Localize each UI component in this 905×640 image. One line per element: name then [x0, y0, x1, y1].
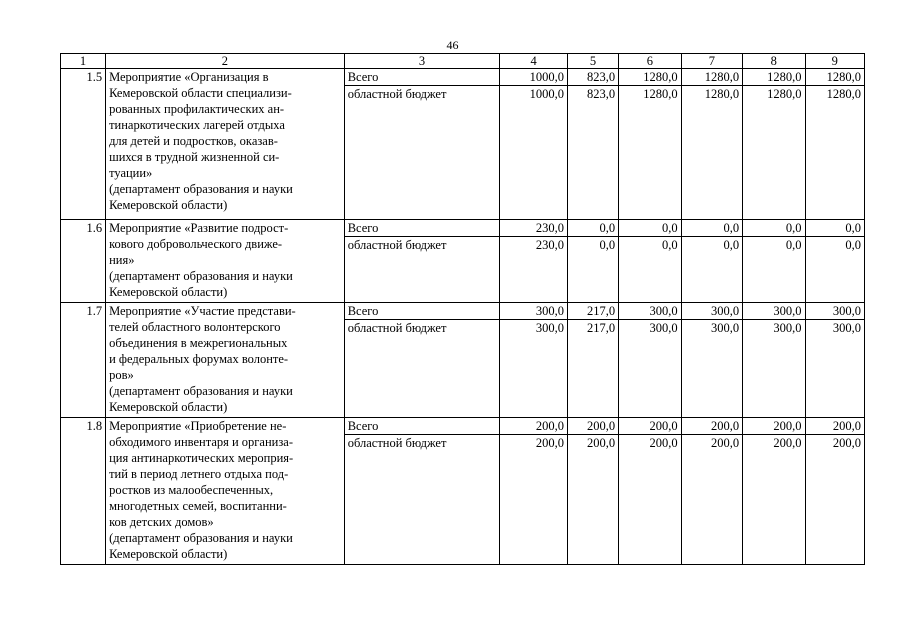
value-cell: 300,0: [681, 320, 742, 418]
value-cell: 200,0: [500, 435, 568, 565]
funding-source: областной бюджет: [344, 320, 500, 418]
row-index: 1.8: [61, 418, 106, 565]
value-cell: 300,0: [743, 320, 805, 418]
measure-description: Мероприятие «Развитие подрост- кового добровольческого движе- ния» (департамент образования и науки Кемеровской области): [106, 220, 345, 303]
value-cell: 200,0: [567, 418, 618, 435]
row-index: 1.5: [61, 69, 106, 220]
measure-description: Мероприятие «Участие представи- телей областного волонтерского объединения в межрегиональных и федеральных форумах волонте- ров» (департамент образования и науки Кемеровской области): [106, 303, 345, 418]
value-cell: 200,0: [681, 418, 742, 435]
row-index: 1.7: [61, 303, 106, 418]
funding-source: областной бюджет: [344, 435, 500, 565]
value-cell: 300,0: [681, 303, 742, 320]
value-cell: 0,0: [805, 237, 864, 303]
table-row: [61, 69, 865, 86]
value-cell: 1280,0: [805, 86, 864, 220]
value-cell: 823,0: [567, 86, 618, 220]
measure-description: Мероприятие «Организация в Кемеровской области специализи- рованных профилактических ан- тинаркотических лагерей отдыха для детей и подростков, оказав- шихся в трудной жизненной си- туации» (департамент образования и науки Кемеровской области): [106, 69, 345, 220]
funding-source: Всего: [344, 69, 500, 86]
column-header: 1: [61, 54, 106, 69]
value-cell: 0,0: [619, 237, 681, 303]
column-header: 6: [619, 54, 681, 69]
value-cell: 230,0: [500, 237, 568, 303]
value-cell: 0,0: [681, 237, 742, 303]
column-header: 5: [567, 54, 618, 69]
value-cell: 0,0: [567, 237, 618, 303]
value-cell: 217,0: [567, 303, 618, 320]
value-cell: 200,0: [743, 418, 805, 435]
value-cell: 0,0: [567, 220, 618, 237]
value-cell: 217,0: [567, 320, 618, 418]
value-cell: 1280,0: [681, 69, 742, 86]
value-cell: 300,0: [619, 303, 681, 320]
value-cell: 200,0: [500, 418, 568, 435]
column-header: 7: [681, 54, 742, 69]
value-cell: 0,0: [805, 220, 864, 237]
value-cell: 300,0: [743, 303, 805, 320]
value-cell: 300,0: [805, 320, 864, 418]
column-header: 9: [805, 54, 864, 69]
table-row: [61, 303, 865, 320]
value-cell: 200,0: [567, 435, 618, 565]
value-cell: 300,0: [805, 303, 864, 320]
value-cell: 300,0: [500, 303, 568, 320]
value-cell: 200,0: [619, 418, 681, 435]
value-cell: 300,0: [619, 320, 681, 418]
value-cell: 0,0: [743, 237, 805, 303]
value-cell: 200,0: [805, 435, 864, 565]
value-cell: 0,0: [743, 220, 805, 237]
funding-source: областной бюджет: [344, 237, 500, 303]
value-cell: 1280,0: [619, 86, 681, 220]
measure-description: Мероприятие «Приобретение не- обходимого инвентаря и организа- ция антинаркотических мероприя- тий в период летнего отдыха под- ростков из малообеспеченных, многодетных семей, воспитанни- ков детских домов» (департамент образования и науки Кемеровской области): [106, 418, 345, 565]
column-number-row: [61, 54, 865, 69]
funding-source: Всего: [344, 220, 500, 237]
column-header: 8: [743, 54, 805, 69]
row-index: 1.6: [61, 220, 106, 303]
value-cell: 823,0: [567, 69, 618, 86]
column-header: 2: [106, 54, 345, 69]
column-header: 3: [344, 54, 500, 69]
value-cell: 200,0: [619, 435, 681, 565]
value-cell: 1280,0: [619, 69, 681, 86]
value-cell: 200,0: [743, 435, 805, 565]
value-cell: 230,0: [500, 220, 568, 237]
table-row: [61, 418, 865, 435]
value-cell: 1280,0: [805, 69, 864, 86]
value-cell: 1280,0: [681, 86, 742, 220]
funding-source: областной бюджет: [344, 86, 500, 220]
value-cell: 0,0: [681, 220, 742, 237]
budget-table: [60, 53, 865, 565]
value-cell: 1000,0: [500, 69, 568, 86]
value-cell: 200,0: [805, 418, 864, 435]
column-header: 4: [500, 54, 568, 69]
value-cell: 200,0: [681, 435, 742, 565]
value-cell: 1000,0: [500, 86, 568, 220]
value-cell: 1280,0: [743, 69, 805, 86]
page-number: 46: [446, 38, 459, 52]
value-cell: 0,0: [619, 220, 681, 237]
value-cell: 300,0: [500, 320, 568, 418]
funding-source: Всего: [344, 303, 500, 320]
funding-source: Всего: [344, 418, 500, 435]
value-cell: 1280,0: [743, 86, 805, 220]
table-row: [61, 220, 865, 237]
